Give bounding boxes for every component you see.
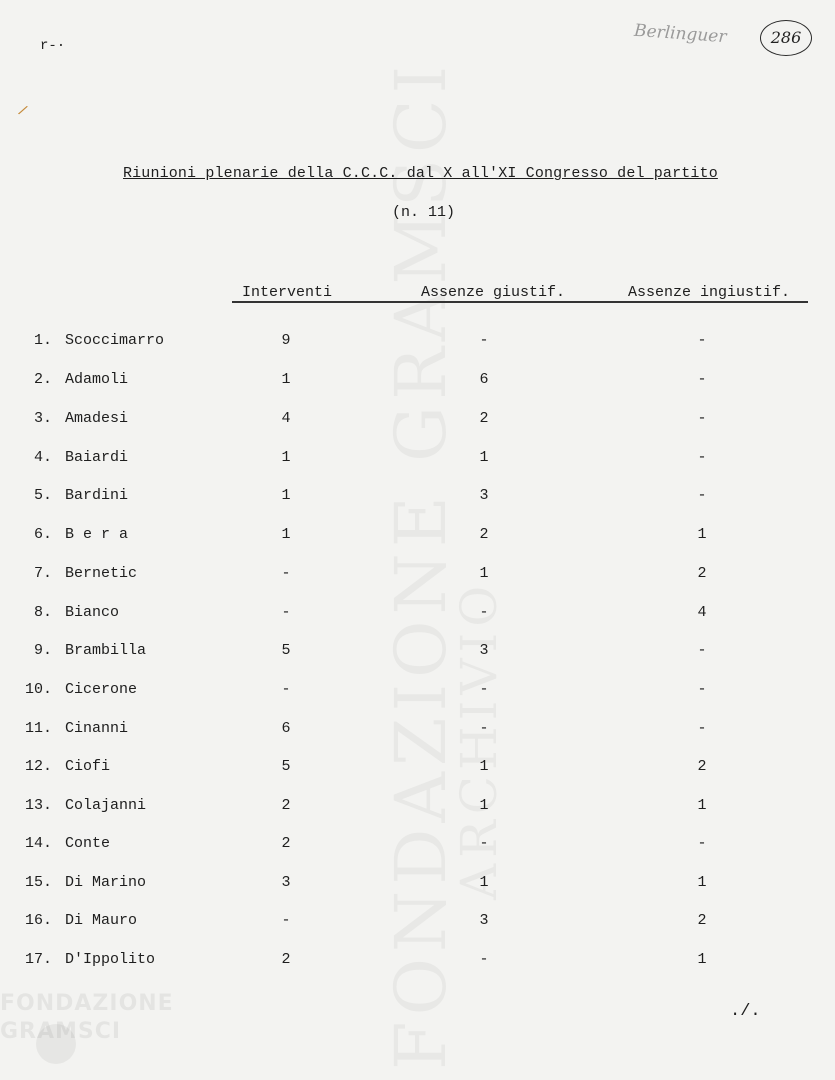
giustif-value: 1	[479, 449, 489, 466]
giustif-value: 1	[479, 758, 489, 775]
row-number: 14.	[24, 835, 52, 852]
continuation-mark: ./.	[730, 1002, 761, 1021]
header-underline	[232, 301, 808, 303]
giustif-value: -	[479, 951, 489, 968]
member-name: B e r a	[65, 526, 129, 543]
interventi-value: 1	[281, 526, 291, 543]
column-header-assenze-ingiustif: Assenze ingiustif.	[628, 284, 791, 301]
row-number: 1.	[33, 332, 52, 349]
top-left-mark: r-·	[40, 38, 66, 54]
document-title: Riunioni plenarie della C.C.C. dal X all'XI Congresso del partito	[123, 165, 718, 182]
row-number: 2.	[33, 371, 52, 388]
giustif-value: 2	[479, 410, 489, 427]
interventi-value: 9	[281, 332, 291, 349]
member-name: Brambilla	[65, 642, 147, 659]
interventi-value: 5	[281, 758, 291, 775]
giustif-value: 1	[479, 797, 489, 814]
ingiustif-value: -	[697, 642, 707, 659]
interventi-value: 3	[281, 874, 291, 891]
page-number: 286	[760, 20, 812, 56]
ingiustif-value: -	[697, 332, 707, 349]
member-name: Cinanni	[65, 720, 129, 737]
giustif-value: -	[479, 720, 489, 737]
member-name: Colajanni	[65, 797, 147, 814]
ingiustif-value: 1	[697, 951, 707, 968]
giustif-value: 3	[479, 642, 489, 659]
interventi-value: -	[281, 912, 291, 929]
ingiustif-value: 2	[697, 565, 707, 582]
interventi-value: 6	[281, 720, 291, 737]
giustif-value: -	[479, 681, 489, 698]
giustif-value: -	[479, 835, 489, 852]
member-name: Baiardi	[65, 449, 129, 466]
row-number: 13.	[24, 797, 52, 814]
fondazione-stamp: FONDAZIONE GRAMSCI	[0, 991, 174, 1044]
row-number: 5.	[33, 487, 52, 504]
interventi-value: 4	[281, 410, 291, 427]
giustif-value: 2	[479, 526, 489, 543]
ingiustif-value: -	[697, 410, 707, 427]
member-name: Ciofi	[65, 758, 111, 775]
giustif-value: 1	[479, 874, 489, 891]
giustif-value: -	[479, 604, 489, 621]
document-subtitle: (n. 11)	[392, 204, 456, 221]
row-number: 8.	[33, 604, 52, 621]
member-name: Bernetic	[65, 565, 138, 582]
column-header-interventi: Interventi	[242, 284, 333, 301]
interventi-value: 1	[281, 487, 291, 504]
row-number: 11.	[24, 720, 52, 737]
giustif-value: 1	[479, 565, 489, 582]
ingiustif-value: -	[697, 835, 707, 852]
row-number: 12.	[24, 758, 52, 775]
interventi-value: -	[281, 681, 291, 698]
member-name: D'Ippolito	[65, 951, 156, 968]
giustif-value: -	[479, 332, 489, 349]
interventi-value: -	[281, 604, 291, 621]
column-header-assenze-giustif: Assenze giustif.	[421, 284, 566, 301]
handwritten-note: Berlinguer	[633, 20, 728, 48]
row-number: 10.	[24, 681, 52, 698]
side-mark: /	[15, 103, 29, 121]
interventi-value: -	[281, 565, 291, 582]
ingiustif-value: -	[697, 449, 707, 466]
member-name: Bardini	[65, 487, 129, 504]
interventi-value: 5	[281, 642, 291, 659]
row-number: 6.	[33, 526, 52, 543]
row-number: 9.	[33, 642, 52, 659]
ingiustif-value: 1	[697, 526, 707, 543]
row-number: 4.	[33, 449, 52, 466]
archive-seal-icon	[36, 1024, 76, 1064]
ingiustif-value: 1	[697, 874, 707, 891]
giustif-value: 6	[479, 371, 489, 388]
row-number: 16.	[24, 912, 52, 929]
giustif-value: 3	[479, 912, 489, 929]
ingiustif-value: -	[697, 720, 707, 737]
ingiustif-value: -	[697, 681, 707, 698]
ingiustif-value: 2	[697, 912, 707, 929]
interventi-value: 1	[281, 449, 291, 466]
member-name: Amadesi	[65, 410, 129, 427]
member-name: Bianco	[65, 604, 120, 621]
interventi-value: 1	[281, 371, 291, 388]
ingiustif-value: 2	[697, 758, 707, 775]
giustif-value: 3	[479, 487, 489, 504]
member-name: Cicerone	[65, 681, 138, 698]
ingiustif-value: 4	[697, 604, 707, 621]
member-name: Conte	[65, 835, 111, 852]
ingiustif-value: -	[697, 371, 707, 388]
row-number: 3.	[33, 410, 52, 427]
ingiustif-value: -	[697, 487, 707, 504]
member-name: Adamoli	[65, 371, 129, 388]
interventi-value: 2	[281, 951, 291, 968]
row-number: 15.	[24, 874, 52, 891]
row-number: 7.	[33, 565, 52, 582]
ingiustif-value: 1	[697, 797, 707, 814]
member-name: Di Marino	[65, 874, 147, 891]
interventi-value: 2	[281, 797, 291, 814]
row-number: 17.	[24, 951, 52, 968]
member-name: Scoccimarro	[65, 332, 165, 349]
interventi-value: 2	[281, 835, 291, 852]
member-name: Di Mauro	[65, 912, 138, 929]
